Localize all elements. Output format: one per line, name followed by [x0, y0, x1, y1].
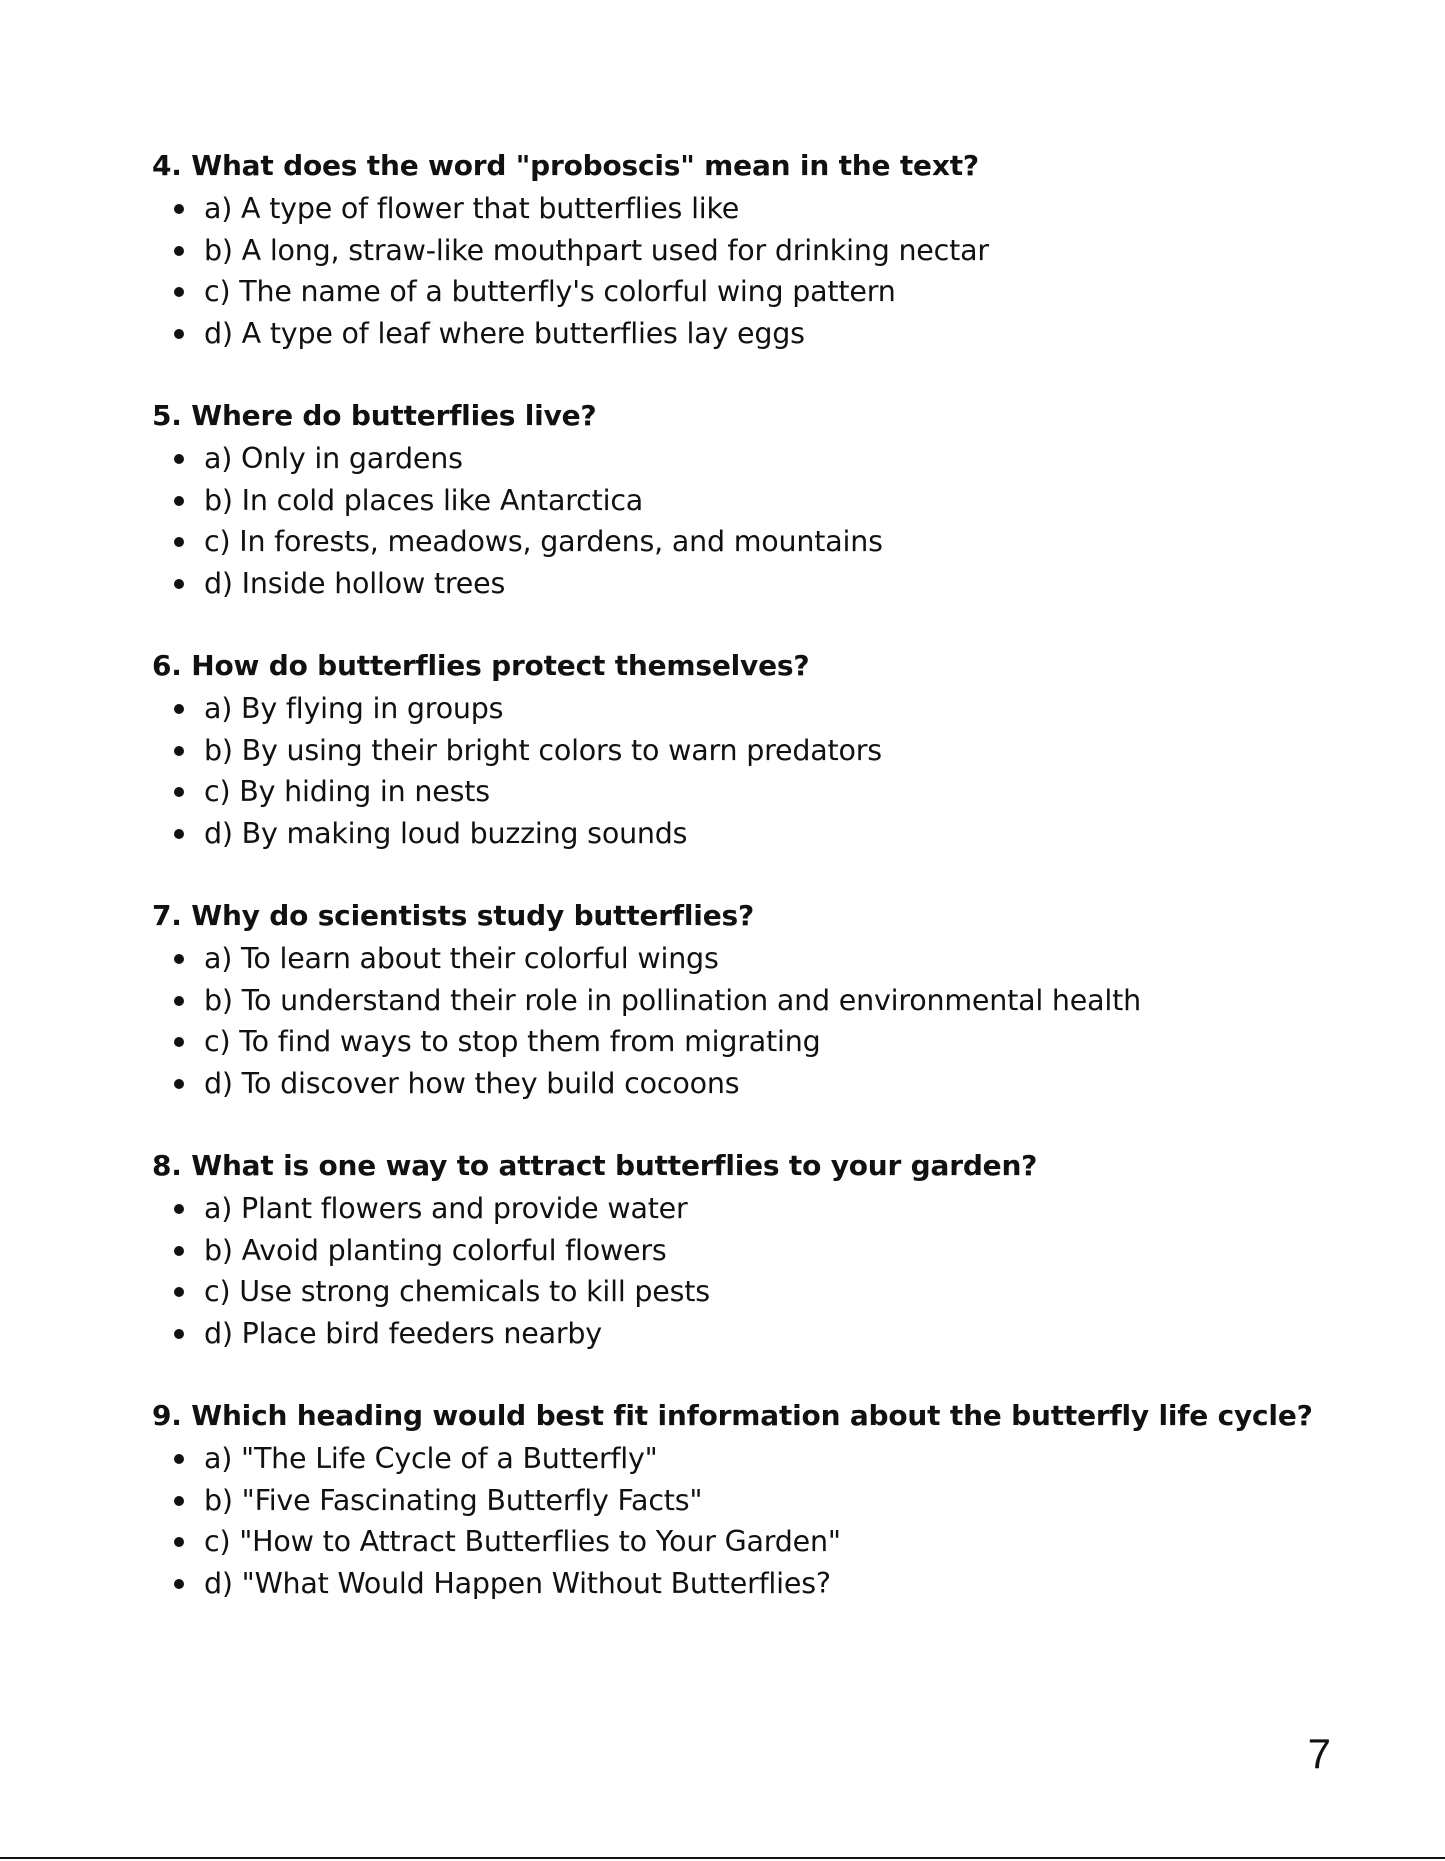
bullet-icon	[174, 454, 184, 464]
question-7	[152, 896, 1332, 1104]
question-5	[152, 396, 1332, 604]
answer-option	[152, 1438, 1332, 1480]
bullet-icon	[174, 1329, 184, 1339]
bullet-icon	[174, 287, 184, 297]
answer-option	[152, 1063, 1332, 1105]
bullet-icon	[174, 579, 184, 589]
answer-option	[152, 188, 1332, 230]
answer-option	[152, 730, 1332, 772]
answer-option-label: c) To find ways to stop them from migrating	[204, 1025, 821, 1058]
answer-option-label: a) Plant flowers and provide water	[204, 1192, 688, 1225]
answer-option-label: c) The name of a butterfly's colorful wing pattern	[204, 275, 896, 308]
answer-option-label: a) "The Life Cycle of a Butterfly"	[204, 1442, 658, 1475]
answer-option	[152, 438, 1332, 480]
bullet-icon	[174, 1079, 184, 1089]
answer-option	[152, 813, 1332, 855]
bullet-icon	[174, 954, 184, 964]
bullet-icon	[174, 1579, 184, 1589]
bullet-icon	[174, 1454, 184, 1464]
bullet-icon	[174, 537, 184, 547]
answer-options	[152, 938, 1332, 1104]
page-number: 7	[1307, 1730, 1331, 1777]
answer-option-label: d) By making loud buzzing sounds	[204, 816, 688, 850]
bullet-icon	[174, 996, 184, 1006]
answer-option	[152, 271, 1332, 313]
answer-option-label: d) A type of leaf where butterflies lay eggs	[204, 316, 805, 350]
bullet-icon	[174, 1204, 184, 1214]
bullet-icon	[174, 829, 184, 839]
answer-option-label: a) By flying in groups	[204, 692, 504, 725]
answer-option-label: d) "What Would Happen Without Butterflies?	[204, 1566, 831, 1600]
answer-option	[152, 313, 1332, 355]
answer-option	[152, 688, 1332, 730]
bullet-icon	[174, 1037, 184, 1047]
answer-option-label: a) A type of flower that butterflies like	[204, 192, 740, 225]
answer-option	[152, 521, 1332, 563]
answer-option-label: c) "How to Attract Butterflies to Your Garden"	[204, 1525, 841, 1558]
answer-option	[152, 938, 1332, 980]
answer-options	[152, 438, 1332, 604]
answer-option	[152, 1521, 1332, 1563]
question-title: 9. Which heading would best fit information about the butterfly life cycle?	[152, 1399, 1313, 1432]
answer-option-label: a) To learn about their colorful wings	[204, 942, 719, 975]
question-title: 5. Where do butterflies live?	[152, 399, 597, 432]
bottom-divider	[0, 1857, 1445, 1859]
answer-option	[152, 1188, 1332, 1230]
answer-option-label: b) In cold places like Antarctica	[204, 483, 644, 517]
bullet-icon	[174, 246, 184, 256]
question-6	[152, 646, 1332, 854]
answer-option-label: d) Place bird feeders nearby	[204, 1316, 602, 1350]
answer-option	[152, 1021, 1332, 1063]
bullet-icon	[174, 787, 184, 797]
answer-option	[152, 1230, 1332, 1272]
question-title: 8. What is one way to attract butterflies to your garden?	[152, 1149, 1038, 1182]
question-4	[152, 146, 1332, 354]
bullet-icon	[174, 1537, 184, 1547]
answer-option	[152, 1313, 1332, 1355]
question-9	[152, 1396, 1332, 1604]
answer-option-label: b) "Five Fascinating Butterfly Facts"	[204, 1483, 703, 1517]
answer-option-label: b) By using their bright colors to warn predators	[204, 733, 882, 767]
answer-option-label: d) To discover how they build cocoons	[204, 1066, 740, 1100]
answer-option-label: c) Use strong chemicals to kill pests	[204, 1275, 710, 1308]
answer-option	[152, 563, 1332, 605]
bullet-icon	[174, 1246, 184, 1256]
bullet-icon	[174, 329, 184, 339]
answer-option	[152, 480, 1332, 522]
answer-option-label: b) To understand their role in pollination and environmental health	[204, 983, 1141, 1017]
answer-option	[152, 1563, 1332, 1605]
answer-option	[152, 980, 1332, 1022]
answer-option	[152, 1271, 1332, 1313]
answer-options	[152, 688, 1332, 854]
answer-option-label: c) In forests, meadows, gardens, and mountains	[204, 525, 883, 558]
answer-option-label: a) Only in gardens	[204, 442, 463, 475]
bullet-icon	[174, 746, 184, 756]
answer-option	[152, 230, 1332, 272]
answer-option-label: b) Avoid planting colorful flowers	[204, 1233, 667, 1267]
question-list	[152, 146, 1332, 1646]
answer-option	[152, 771, 1332, 813]
answer-options	[152, 1438, 1332, 1604]
question-title: 7. Why do scientists study butterflies?	[152, 899, 754, 932]
bullet-icon	[174, 496, 184, 506]
question-8	[152, 1146, 1332, 1354]
bullet-icon	[174, 704, 184, 714]
answer-option	[152, 1480, 1332, 1522]
bullet-icon	[174, 1496, 184, 1506]
answer-options	[152, 188, 1332, 354]
question-title: 6. How do butterflies protect themselves?	[152, 649, 810, 682]
answer-option-label: d) Inside hollow trees	[204, 566, 506, 600]
bullet-icon	[174, 1287, 184, 1297]
answer-options	[152, 1188, 1332, 1354]
answer-option-label: b) A long, straw-like mouthpart used for drinking nectar	[204, 233, 989, 267]
bullet-icon	[174, 204, 184, 214]
question-title: 4. What does the word "proboscis" mean in the text?	[152, 149, 979, 182]
answer-option-label: c) By hiding in nests	[204, 775, 490, 808]
